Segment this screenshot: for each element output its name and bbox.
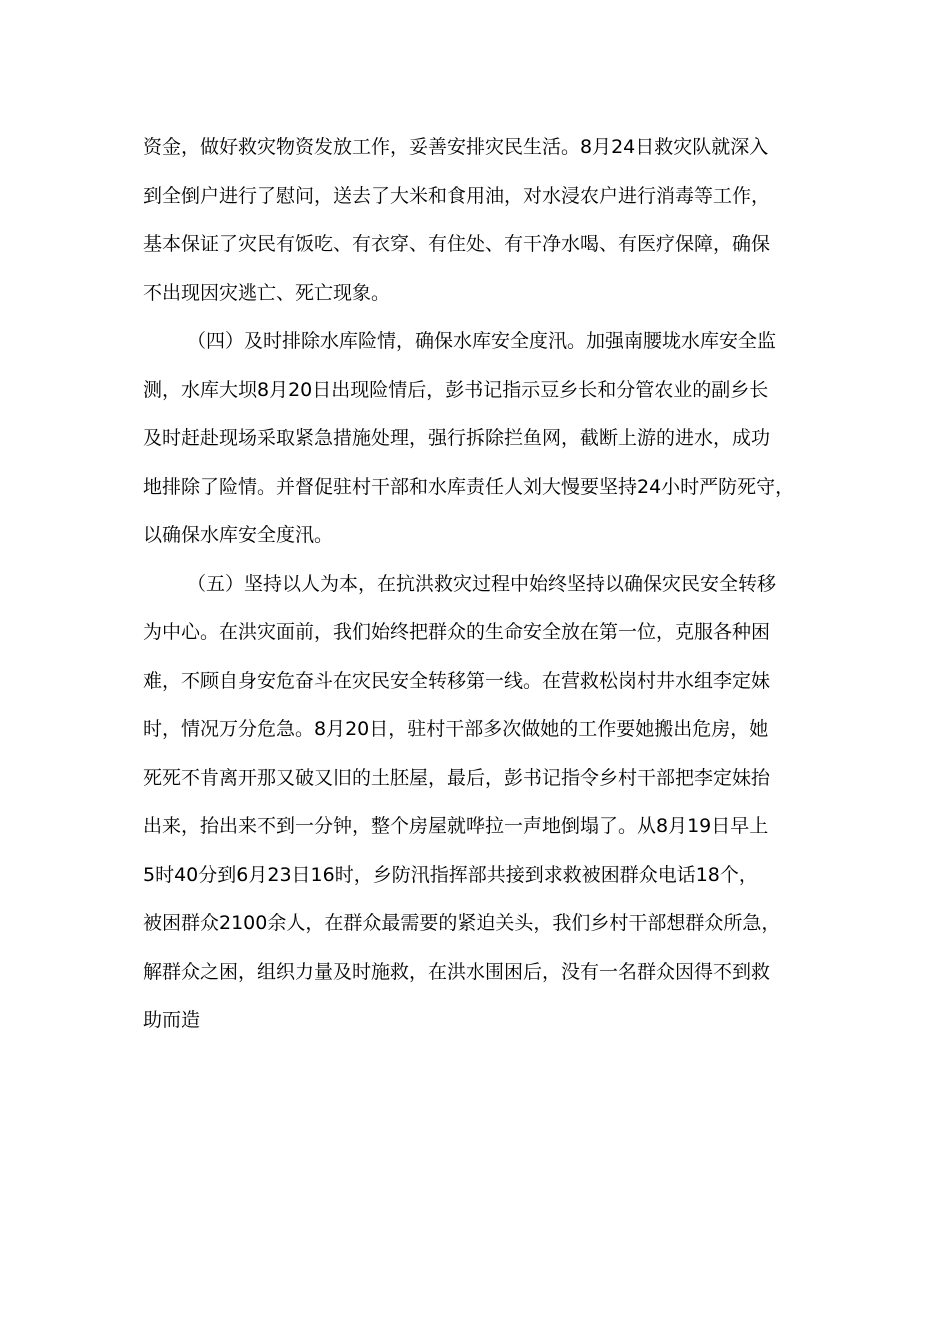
text-line: 测，水库大坝8月20日出现险情后，彭书记指示豆乡长和分管农业的副乡长	[143, 378, 769, 401]
text-line: 5时40分到6月23日16时，乡防汛指挥部共接到求救被困群众电话18个，	[143, 863, 758, 886]
text-line: 以确保水库安全度汛。	[143, 524, 334, 546]
text-line: 为中心。在洪灾面前，我们始终把群众的生命安全放在第一位，克服各种困	[143, 621, 771, 643]
text-line: 难，不顾自身安危奋斗在灾民安全转移第一线。在营救松岗村井水组李定妹	[143, 669, 771, 692]
text-line: 基本保证了灾民有饭吃、有衣穿、有住处、有干净水喝、有医疗保障，确保	[143, 233, 771, 255]
body-text	[143, 127, 815, 1049]
text-line: 资金，做好救灾物资发放工作，妥善安排灾民生活。8月24日救灾队就深入	[143, 136, 769, 158]
text-line: 地排除了险情。并督促驻村干部和水库责任人刘大慢要坚持24小时严防死守，	[143, 475, 795, 498]
paragraph-heading-line: （四）及时排除水库险情，确保水库安全度汛。加强南腰垅水库安全监	[187, 330, 777, 352]
text-line: 死死不肯离开那又破又旧的土胚屋，最后，彭书记指令乡村干部把李定妹抬	[143, 766, 771, 789]
text-line: 解群众之困，组织力量及时施救，在洪水围困后，没有一名群众因得不到救	[143, 960, 771, 983]
text-line: 助而造	[143, 1009, 201, 1031]
text-line: 被困群众2100余人，在群众最需要的紧迫关头，我们乡村干部想群众所急，	[143, 912, 781, 934]
paragraph-heading-line: （五）坚持以人为本，在抗洪救灾过程中始终坚持以确保灾民安全转移	[187, 572, 777, 595]
text-line: 时，情况万分危急。8月20日，驻村干部多次做她的工作要她搬出危房，她	[143, 718, 769, 740]
text-line: 不出现因灾逃亡、死亡现象。	[143, 281, 391, 304]
text-line: 及时赶赴现场采取紧急措施处理，强行拆除拦鱼网，截断上游的进水，成功	[143, 427, 771, 449]
text-line: 出来，抬出来不到一分钟，整个房屋就哗拉一声地倒塌了。从8月19日早上	[143, 815, 769, 837]
text-line: 到全倒户进行了慰问，送去了大米和食用油，对水浸农户进行消毒等工作，	[143, 184, 771, 207]
